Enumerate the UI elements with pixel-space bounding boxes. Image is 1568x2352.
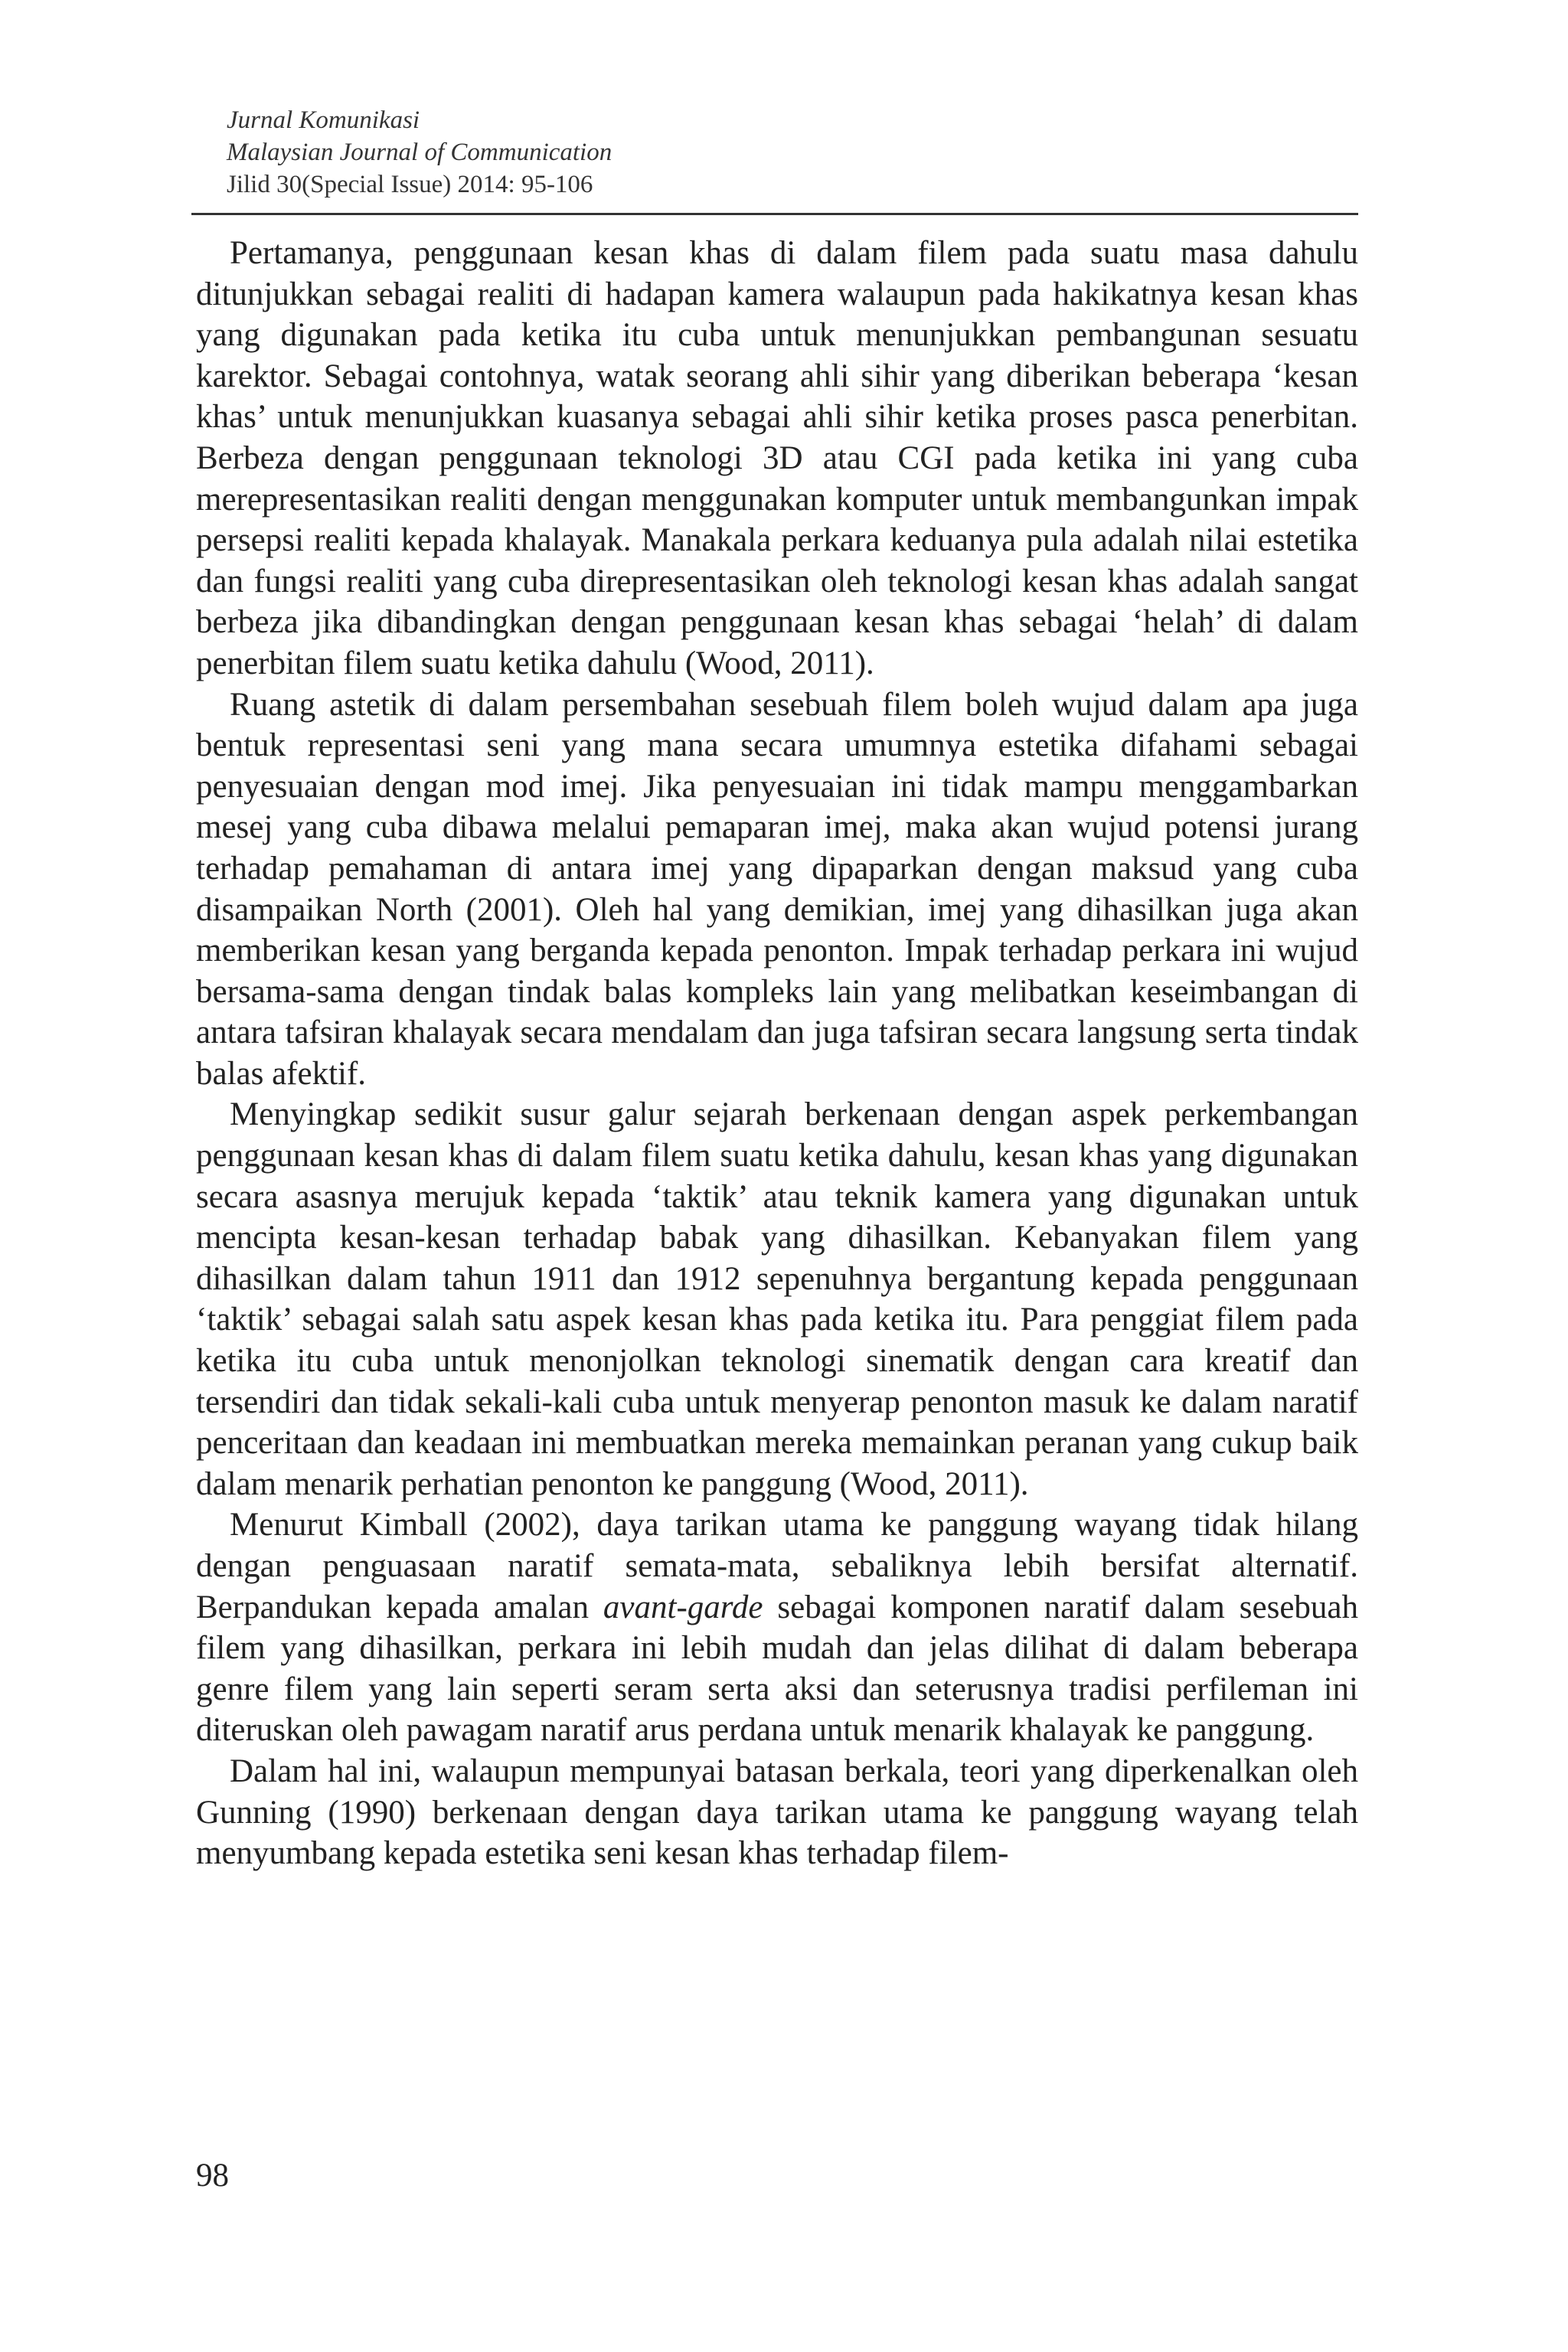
page-number: 98 <box>196 2158 229 2194</box>
paragraph-4-text-end: sebagai komponen naratif dalam sesebuah filem yang dihasilkan, perkara ini lebih mudah dan jelas dilihat di dalam beberapa genre filem yang lain seperti seram serta aksi dan seterusnya tradisi perfileman ini diteruskan oleh pawagam naratif arus perdana untuk menarik khalayak ke panggung. <box>196 1589 1358 1749</box>
article-body <box>196 233 1358 1874</box>
journal-title: Jurnal Komunikasi <box>227 106 420 134</box>
italic-term: avant-garde <box>603 1589 763 1625</box>
issue-info: Jilid 30(Special Issue) 2014: 95-106 <box>227 171 593 198</box>
journal-title-english: Malaysian Journal of Communication <box>227 139 612 166</box>
paragraph-4 <box>196 1504 1358 1751</box>
paragraph-4-text-start: Menurut Kimball (2002), daya tarikan utama ke panggung wayang tidak hilang dengan penguasaan naratif semata-mata, sebaliknya lebih bersifat alternatif. Berpandukan kepada amalan <box>196 1507 1358 1625</box>
header-divider <box>191 213 1358 215</box>
paragraph-2: Ruang astetik di dalam persembahan sesebuah filem boleh wujud dalam apa juga bentuk representasi seni yang mana secara umumnya estetika difahami sebagai penyesuaian dengan mod imej. Jika penyesuaian ini tidak mampu menggambarkan mesej yang cuba dibawa melalui pemaparan imej, maka akan wujud potensi jurang terhadap pemahaman di antara imej yang dipaparkan dengan maksud yang cuba disampaikan North (2001). Oleh hal yang demikian, imej yang dihasilkan juga akan memberikan kesan yang berganda kepada penonton. Impak terhadap perkara ini wujud bersama-sama dengan tindak balas kompleks lain yang melibatkan keseimbangan di antara tafsiran khalayak secara mendalam dan juga tafsiran secara langsung serta tindak balas afektif. <box>196 686 1358 1092</box>
paragraph-1: Pertamanya, penggunaan kesan khas di dalam filem pada suatu masa dahulu ditunjukkan sebagai realiti di hadapan kamera walaupun pada hakikatnya kesan khas yang digunakan pada ketika itu cuba untuk menunjukkan pembangunan sesuatu karektor. Sebagai contohnya, watak seorang ahli sihir yang diberikan beberapa ‘kesan khas’ untuk menunjukkan kuasanya sebagai ahli sihir ketika proses pasca penerbitan. Berbeza dengan penggunaan teknologi 3D atau CGI pada ketika ini yang cuba merepresentasikan realiti dengan menggunakan komputer untuk membangunkan impak persepsi realiti kepada khalayak. Manakala perkara keduanya pula adalah nilai estetika dan fungsi realiti yang cuba direpresentasikan oleh teknologi kesan khas adalah sangat berbeza jika dibandingkan dengan penggunaan kesan khas sebagai ‘helah’ di dalam penerbitan filem suatu ketika dahulu (Wood, 2011). <box>196 235 1358 681</box>
paragraph-3: Menyingkap sedikit susur galur sejarah berkenaan dengan aspek perkembangan penggunaan kesan khas di dalam filem suatu ketika dahulu, kesan khas yang digunakan secara asasnya merujuk kepada ‘taktik’ atau teknik kamera yang digunakan untuk mencipta kesan-kesan terhadap babak yang dihasilkan. Kebanyakan filem yang dihasilkan dalam tahun 1911 dan 1912 sepenuhnya bergantung kepada penggunaan ‘taktik’ sebagai salah satu aspek kesan khas pada ketika itu. Para penggiat filem pada ketika itu cuba untuk menonjolkan teknologi sinematik dengan cara kreatif dan tersendiri dan tidak sekali-kali cuba untuk menyerap penonton masuk ke dalam naratif penceritaan dan keadaan ini membuatkan mereka memainkan peranan yang cukup baik dalam menarik perhatian penonton ke panggung (Wood, 2011). <box>196 1096 1358 1502</box>
paragraph-5: Dalam hal ini, walaupun mempunyai batasan berkala, teori yang diperkenalkan oleh Gunning (1990) berkenaan dengan daya tarikan utama ke panggung wayang telah menyumbang kepada estetika seni kesan khas terhadap filem- <box>196 1753 1358 1872</box>
running-header <box>227 104 1358 201</box>
